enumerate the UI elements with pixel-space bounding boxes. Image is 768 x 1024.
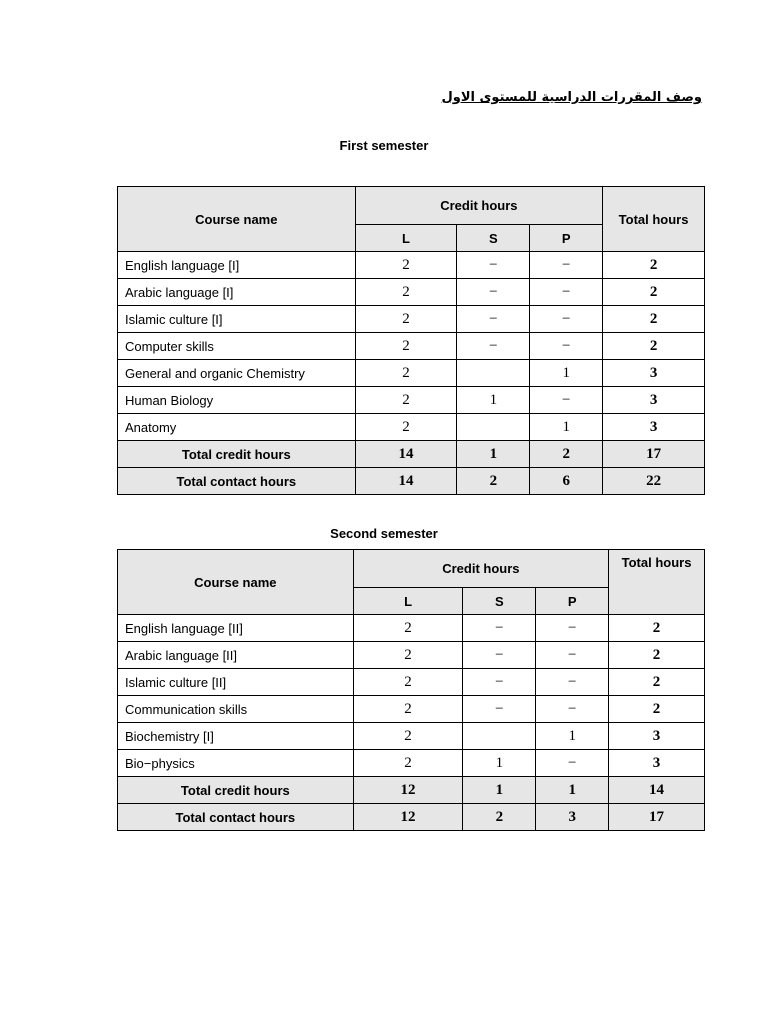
total-credit-label: Total credit hours [118, 441, 356, 468]
total-hours-header: Total hours [603, 187, 705, 252]
section-hours-cell: 2 [457, 468, 530, 495]
practical-hours-cell: 2 [530, 441, 603, 468]
credit-hours-header: Credit hours [353, 550, 608, 588]
total-hours-cell: 14 [609, 777, 705, 804]
lecture-hours-cell: 12 [353, 804, 463, 831]
total-contact-row [118, 468, 705, 495]
total-hours-cell: 17 [609, 804, 705, 831]
practical-hours-cell: − [530, 279, 603, 306]
lecture-hours-cell: 2 [353, 642, 463, 669]
total-hours-cell: 2 [603, 306, 705, 333]
practical-hours-cell: − [530, 252, 603, 279]
course-name-cell: Islamic culture [I] [118, 306, 356, 333]
lecture-hours-cell: 2 [355, 414, 457, 441]
total-hours-cell: 17 [603, 441, 705, 468]
section-hours-cell: − [457, 333, 530, 360]
practical-hours-cell: 1 [530, 414, 603, 441]
lecture-hours-cell: 2 [355, 306, 457, 333]
lecture-hours-cell: 2 [355, 252, 457, 279]
course-name-header: Course name [118, 550, 354, 615]
course-name-cell: General and organic Chemistry [118, 360, 356, 387]
table-row [118, 723, 705, 750]
practical-hours-cell: 6 [530, 468, 603, 495]
course-name-cell: English language [II] [118, 615, 354, 642]
total-hours-cell: 2 [609, 696, 705, 723]
section-hours-cell [463, 723, 536, 750]
lecture-hours-cell: 14 [355, 468, 457, 495]
section-hours-cell: 2 [463, 804, 536, 831]
total-hours-cell: 3 [603, 360, 705, 387]
practical-hours-cell: − [530, 306, 603, 333]
section-column-header: S [463, 588, 536, 615]
lecture-hours-cell: 2 [355, 333, 457, 360]
course-name-cell: Arabic language [II] [118, 642, 354, 669]
lecture-column-header: L [355, 225, 457, 252]
lecture-hours-cell: 2 [353, 696, 463, 723]
credit-hours-header: Credit hours [355, 187, 603, 225]
total-hours-header: Total hours [609, 550, 705, 615]
total-hours-cell: 3 [609, 750, 705, 777]
section-hours-cell: − [457, 252, 530, 279]
total-credit-label: Total credit hours [118, 777, 354, 804]
practical-hours-cell: − [530, 333, 603, 360]
total-hours-cell: 2 [603, 333, 705, 360]
lecture-hours-cell: 2 [355, 360, 457, 387]
course-name-cell: Human Biology [118, 387, 356, 414]
table-row [118, 696, 705, 723]
practical-hours-cell: − [536, 750, 609, 777]
total-hours-cell: 2 [609, 642, 705, 669]
section-hours-cell: − [457, 279, 530, 306]
table-row [118, 414, 705, 441]
section-hours-cell: − [463, 696, 536, 723]
total-contact-label: Total contact hours [118, 468, 356, 495]
course-name-cell: Communication skills [118, 696, 354, 723]
course-name-header: Course name [118, 187, 356, 252]
table-row [118, 252, 705, 279]
practical-hours-cell: 1 [536, 723, 609, 750]
total-credit-row [118, 777, 705, 804]
section-hours-cell [457, 360, 530, 387]
first-semester-table [117, 186, 705, 495]
second-semester-table [117, 549, 705, 831]
lecture-hours-cell: 12 [353, 777, 463, 804]
practical-hours-cell: − [536, 642, 609, 669]
practical-column-header: P [536, 588, 609, 615]
section-column-header: S [457, 225, 530, 252]
lecture-hours-cell: 2 [353, 669, 463, 696]
practical-hours-cell: 1 [530, 360, 603, 387]
table-row [118, 306, 705, 333]
total-hours-cell: 2 [603, 252, 705, 279]
lecture-hours-cell: 2 [355, 279, 457, 306]
section-hours-cell: − [463, 669, 536, 696]
total-contact-row [118, 804, 705, 831]
total-contact-label: Total contact hours [118, 804, 354, 831]
table-row [118, 669, 705, 696]
course-name-cell: Computer skills [118, 333, 356, 360]
total-hours-cell: 3 [603, 414, 705, 441]
section-hours-cell: 1 [463, 750, 536, 777]
section-hours-cell: − [457, 306, 530, 333]
document-title: وصف المقررات الدراسية للمستوى الاول [441, 90, 702, 105]
total-hours-cell: 3 [603, 387, 705, 414]
table-row [118, 642, 705, 669]
course-name-cell: Biochemistry [I] [118, 723, 354, 750]
table-row [118, 387, 705, 414]
section-hours-cell: 1 [463, 777, 536, 804]
table-row [118, 615, 705, 642]
total-hours-cell: 3 [609, 723, 705, 750]
practical-hours-cell: − [530, 387, 603, 414]
course-name-cell: Arabic language [I] [118, 279, 356, 306]
course-name-cell: Anatomy [118, 414, 356, 441]
lecture-hours-cell: 14 [355, 441, 457, 468]
second-semester-title: Second semester [330, 526, 438, 541]
practical-column-header: P [530, 225, 603, 252]
course-name-cell: Bio−physics [118, 750, 354, 777]
total-hours-cell: 22 [603, 468, 705, 495]
table-row [118, 279, 705, 306]
section-hours-cell: 1 [457, 441, 530, 468]
lecture-hours-cell: 2 [353, 723, 463, 750]
total-hours-cell: 2 [609, 669, 705, 696]
lecture-column-header: L [353, 588, 463, 615]
lecture-hours-cell: 2 [353, 750, 463, 777]
table-row [118, 360, 705, 387]
total-hours-cell: 2 [603, 279, 705, 306]
course-name-cell: English language [I] [118, 252, 356, 279]
practical-hours-cell: 3 [536, 804, 609, 831]
first-semester-title: First semester [339, 138, 429, 153]
practical-hours-cell: − [536, 669, 609, 696]
practical-hours-cell: 1 [536, 777, 609, 804]
course-name-cell: Islamic culture [II] [118, 669, 354, 696]
practical-hours-cell: − [536, 696, 609, 723]
table-row [118, 750, 705, 777]
section-hours-cell: 1 [457, 387, 530, 414]
table-row [118, 333, 705, 360]
lecture-hours-cell: 2 [355, 387, 457, 414]
section-hours-cell [457, 414, 530, 441]
section-hours-cell: − [463, 642, 536, 669]
practical-hours-cell: − [536, 615, 609, 642]
total-credit-row [118, 441, 705, 468]
lecture-hours-cell: 2 [353, 615, 463, 642]
section-hours-cell: − [463, 615, 536, 642]
total-hours-cell: 2 [609, 615, 705, 642]
